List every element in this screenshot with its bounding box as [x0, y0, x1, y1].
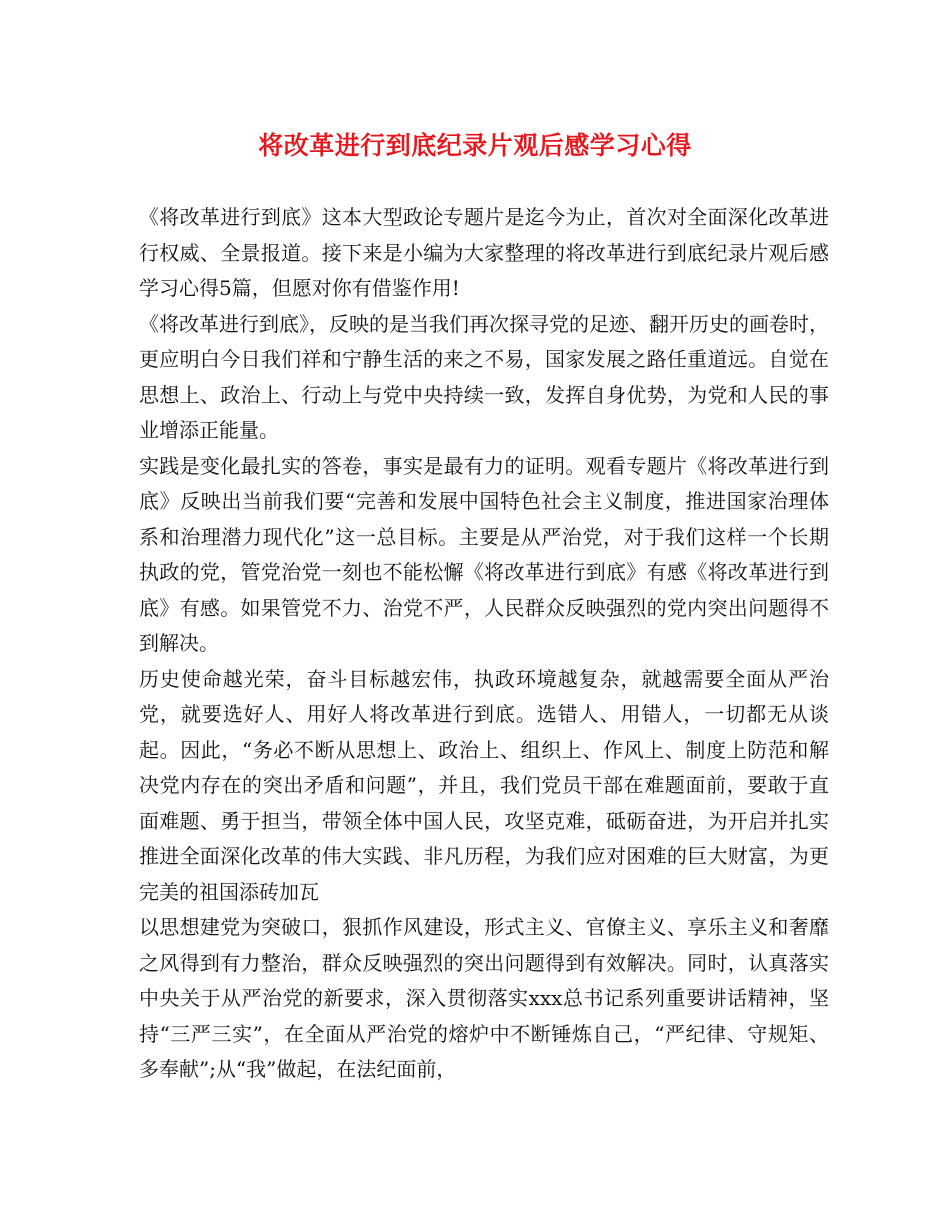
paragraph-1: 《将改革进行到底》这本大型政论专题片是迄今为止，首次对全面深化改革进行权威、全景报道。接下来是小编为大家整理的将改革进行到底纪录片观后感学习心得5篇，但愿对你有借鉴作用!	[139, 205, 829, 300]
paragraph-3: 实践是变化最扎实的答卷，事实是最有力的证明。观看专题片《将改革进行到底》反映出当前我们要“完善和发展中国特色社会主义制度，推进国家治理体系和治理潜力现代化”这一总目标。主要是从严治党，对于我们这样一个长期执政的党，管党治党一刻也不能松懈《将改革进行到底》有感《将改革进行到底》有感。如果管党不力、治党不严，人民群众反映强烈的党内突出问题得不到解决。	[139, 453, 829, 655]
document-title: 将改革进行到底纪录片观后感学习心得	[258, 131, 692, 160]
paragraph-5: 以思想建党为突破口，狠抓作风建设，形式主义、官僚主义、享乐主义和奢靡之风得到有力整治，群众反映强烈的突出问题得到有效解决。同时，认真落实中央关于从严治党的新要求，深入贯彻落实xxx总书记系列重要讲话精神，坚持“三严三实”，在全面从严治党的熔炉中不断锤炼自己，“严纪律、守规矩、多奉献”;从“我”做起，在法纪面前，	[139, 915, 829, 1081]
paragraph-4: 历史使命越光荣，奋斗目标越宏伟，执政环境越复杂，就越需要全面从严治党，就要选好人、用好人将改革进行到底。选错人、用错人，一切都无从谈起。因此，“务必不断从思想上、政治上、组织上、作风上、制度上防范和解决党内存在的突出矛盾和问题”，并且，我们党员干部在难题面前，要敢于直面难题、勇于担当，带领全体中国人民，攻坚克难，砥砺奋进，为开启并扎实推进全面深化改革的伟大实践、非凡历程，为我们应对困难的巨大财富，为更完美的祖国添砖加瓦	[139, 666, 829, 904]
document-body	[139, 200, 829, 1088]
paragraph-2: 《将改革进行到底》，反映的是当我们再次探寻党的足迹、翻开历史的画卷时，更应明白今日我们祥和宁静生活的来之不易，国家发展之路任重道远。自觉在思想上、政治上、行动上与党中央持续一致，发挥自身优势，为党和人民的事业增添正能量。	[139, 311, 829, 442]
